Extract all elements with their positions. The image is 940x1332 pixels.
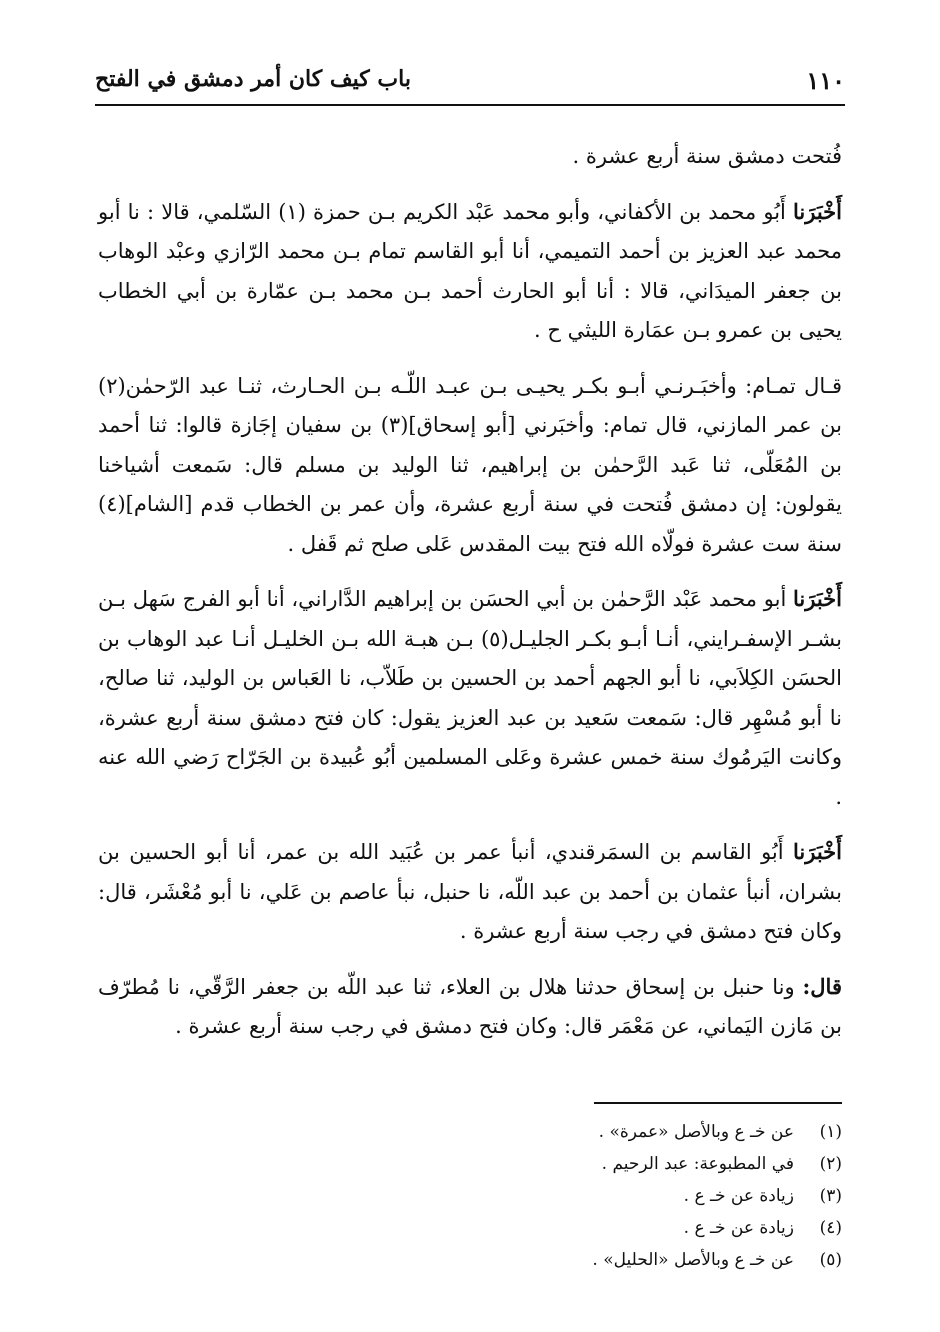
footnote-number: (٣): [819, 1186, 842, 1206]
paragraph: [98, 192, 842, 351]
paragraph-lead: أَخْبَرَنا: [793, 198, 842, 224]
footnote: [98, 1148, 842, 1180]
footnote-text: في المطبوعة: عبد الرحيم .: [601, 1154, 794, 1174]
paragraph-text: ونا حنبل بن إسحاق حدثنا هلال بن العلاء، ثنا عبد اللّه بن جعفر الرَّقّي، نا مُطرّف بن مَازن اليَماني، عن مَعْمَر قال: وكان فتح دمشق في رجب سنة أربع عشرة .: [98, 974, 842, 1038]
paragraph-text: فُتحت دمشق سنة أربع عشرة .: [572, 144, 842, 168]
footnote-rule: [594, 1102, 842, 1104]
footnotes: [98, 1116, 842, 1276]
paragraph-text: أبو محمد عَبْد الرَّحمٰن بن أبي الحسَن بن إبراهيم الدَّاراني، أنا أبو الفرج سَهل بـن بشـر الإسفـرايني، أنـا أبـو بكـر الجليـل(٥) بـن هبـة الله بـن الخليـل أنـا عبد الوهاب بن الحسَن الكِلاَبي، نا أبو الجهم أحمد بن الحسين بن طَلاّب، نا العَباس بن الوليد، ثنا صالح، نا أبو مُسْهِر قال: سَمعت سَعيد بن عبد العزيز يقول: كان فتح دمشق سنة أربع عشرة، وكانت اليَرمُوك سنة خمس عشرة وعَلى المسلمين أبُو عُبيدة بن الجَرّاح رَضي الله عنه .: [98, 587, 842, 809]
paragraph-text: قـال تمـام: وأخبَـرنـي أبـو بكـر يحيـى بـن عبـد اللّـه بـن الحـارث، ثنـا عبد الرّحمٰن(٢) بن عمر المازني، قال تمام: وأخبَرني [أبو إسحاق](٣) بن سفيان إجَازة قالوا: ثنا أحمد بن المُعَلّى، ثنا عَبد الرَّحمٰن بن إبراهيم، ثنا الوليد بن مسلم قال: سَمعت أشياخنا يقولون: إن دمشق فُتحت في سنة أربع عشرة، وأن عمر بن الخطاب قدم [الشام](٤) سنة ست عشرة فولّاه الله فتح بيت المقدس عَلى صلح ثم قَفل .: [98, 373, 842, 556]
paragraph-lead: أَخْبَرَنا: [793, 839, 842, 864]
footnote-number: (٢): [819, 1154, 842, 1174]
footnote-number: (١): [819, 1122, 842, 1142]
footnote-text: زيادة عن خـ ع .: [683, 1186, 794, 1206]
page-number: ١١٠: [806, 66, 845, 95]
footnote-text: زيادة عن خـ ع .: [683, 1218, 794, 1238]
paragraph: [98, 366, 842, 565]
paragraph: [98, 579, 842, 817]
running-title: باب كيف كان أمر دمشق في الفتح: [95, 66, 411, 92]
main-text: [98, 128, 842, 1047]
footnote: [98, 1116, 842, 1148]
footnote: [98, 1180, 842, 1212]
paragraph: [98, 136, 842, 177]
footnote-number: (٥): [819, 1250, 842, 1270]
paragraph-lead: قال:: [802, 973, 842, 999]
footnote: [98, 1244, 842, 1276]
footnote-number: (٤): [819, 1218, 842, 1238]
paragraph: [98, 832, 842, 952]
footnote: [98, 1212, 842, 1244]
paragraph-text: أَبُو محمد بن الأكفاني، وأبو محمد عَبْد الكريم بـن حمزة (١) السّلمي، قالا : نا أبو محمد عبد العزيز بن أحمد التميمي، أنا أبو القاسم تمام بـن محمد الرّازي وعبْد الوهاب بن جعفر الميدَاني، قالا : أنا أبو الحارث أحمد بـن محمد بـن عمّارة بن أبي الخطاب يحيى بن عمرو بـن عمَارة الليثي ح .: [98, 199, 842, 342]
paragraph: [98, 967, 842, 1047]
paragraph-lead: أَخْبَرَنا: [793, 586, 842, 611]
footnote-text: عن خـ ع وبالأصل «عمرة» .: [598, 1122, 794, 1142]
paragraph-text: أَبُو القاسم بن السمَرقندي، أنبأ عمر بن عُبَيد الله بن عمر، أنا أبو الحسين بن بشران، أنبأ عثمان بن أحمد بن عبد اللّه، نا حنبل، نبأ عاصم بن عَلي، نا أبو مُعْشَر، قال: وكان فتح دمشق في رجب سنة أربع عشرة .: [98, 840, 842, 943]
footnote-text: عن خـ ع وبالأصل «الحليل» .: [592, 1250, 794, 1270]
page-header: [95, 62, 845, 104]
header-rule: [95, 104, 845, 106]
